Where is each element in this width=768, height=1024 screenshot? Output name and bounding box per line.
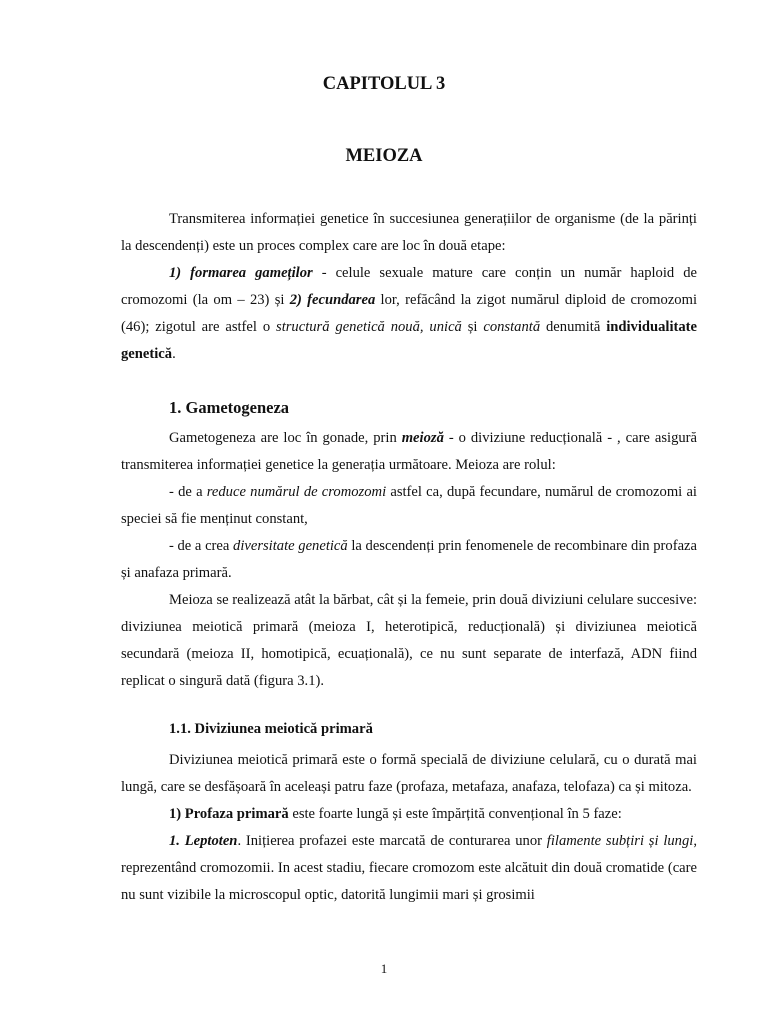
meiosis-paragraph: Meioza se realizează atât la bărbat, cât și la femeie, prin două diviziuni celulare succesive: diviziunea meiotică primară (meioza I, heterotipică, reducțională) și diviziunea meiotică secundară (meioza II, homotipică, ecuațională), ce nu sunt separate de interfază, ADN fiind replicat o singură dată (figura 3.1). <box>121 592 697 689</box>
prophase-paragraph: 1) Profaza primară este foarte lungă și este împărțită convențional în 5 faze: <box>169 806 622 822</box>
meiosis-i-paragraph: Diviziunea meiotică primară este o formă specială de diviziune celulară, cu o durată mai lungă, care se desfășoară în aceleași patru faze (profaza, metafaza, anafaza, telofaza) ca și mitoza. <box>121 752 697 795</box>
page-number: 1 <box>380 961 388 976</box>
role-item-reduce: - de a reduce numărul de cromozomi astfel ca, după fecundare, numărul de cromozomi ai speciei să fie menținut constant, <box>121 484 697 527</box>
meiosis-i-section <box>121 747 697 909</box>
intro-paragraph: Transmiterea informației genetice în succesiunea generațiilor de organisme (de la părinți la descendenți) este un proces complex care are loc în două etape: <box>121 211 697 254</box>
intro-stages-paragraph: 1) formarea gameților - celule sexuale mature care conțin un număr haploid de cromozomi (la om – 23) și 2) fecundarea lor, refăcând la zigot numărul diploid de cromozomi (46); zigotul are astfel o structură genetică nouă, unică și constantă denumită individualitate genetică. <box>121 265 698 362</box>
stage-fertilization: 2) fecundarea <box>289 292 376 308</box>
subsection-heading-meiosis-i: 1.1. Diviziunea meiotică primară <box>169 721 373 737</box>
gametogenesis-section <box>121 425 697 695</box>
leptotene-paragraph: 1. Leptoten. Inițierea profazei este marcată de conturarea unor filamente subțiri și lungi, reprezentând cromozomii. In acest stadiu, fiecare cromozom este alcătuit din două cromatide (care nu sunt vizibile la microscopul optic, datorită lungimii mari și grosimii <box>121 833 697 903</box>
intro-section <box>121 206 697 368</box>
chapter-heading: CAPITOLUL 3 <box>322 74 446 94</box>
stage-gametes: 1) formarea gameților <box>169 265 313 281</box>
term-genetic-individuality: individualitate genetică <box>121 319 698 362</box>
role-item-diversity: - de a crea diversitate genetică la descendenți prin fenomenele de recombinare din profaza și anafaza primară. <box>121 538 697 581</box>
section-heading-gametogenesis: 1. Gametogeneza <box>169 398 290 417</box>
gametogenesis-paragraph: Gametogeneza are loc în gonade, prin meioză - o diviziune reducțională - , care asigură transmiterea informației genetice la generația următoare. Meioza are rolul: <box>121 430 697 473</box>
chapter-title: MEIOZA <box>345 146 423 166</box>
